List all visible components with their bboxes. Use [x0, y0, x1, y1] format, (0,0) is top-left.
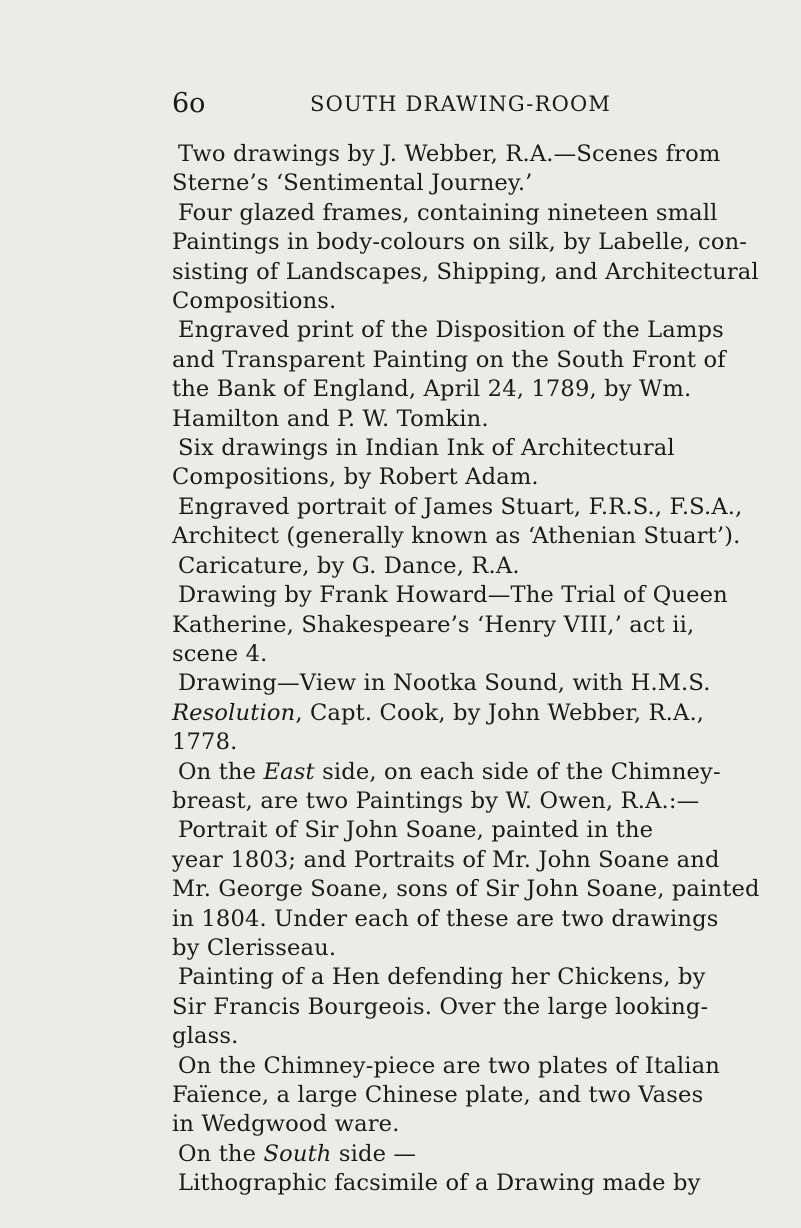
text-line: Lithographic facsimile of a Drawing made by [178, 1170, 701, 1197]
text-line: Hamilton and P. W. Tomkin. [172, 405, 489, 432]
text-line: Katherine, Shakespeare’s ‘Henry VIII,’ act ii, [172, 611, 695, 638]
text-line: year 1803; and Portraits of Mr. John Soane and [172, 846, 720, 873]
text-line: Architect (generally known as ‘Athenian Stuart’). [172, 523, 741, 550]
text-line: Caricature, by G. Dance, R.A. [178, 552, 520, 579]
running-title: SOUTH DRAWING-ROOM [310, 92, 612, 116]
paragraph [172, 669, 742, 757]
running-head [172, 86, 732, 122]
text-line: Engraved portrait of James Stuart, F.R.S., F.S.A., [178, 493, 743, 520]
text-line: sisting of Landscapes, Shipping, and Architectural [172, 258, 759, 285]
text-line: Compositions, by Robert Adam. [172, 464, 539, 491]
text-fragment: side — [331, 1140, 417, 1167]
text-fragment: , Capt. Cook, by John Webber, R.A., [295, 699, 705, 726]
text-line: the Bank of England, April 24, 1789, by Wm. [172, 376, 692, 403]
text-line: by Clerisseau. [172, 934, 337, 961]
paragraph [172, 1052, 742, 1140]
text-line: and Transparent Painting on the South Front of [172, 346, 726, 373]
page-number: 6o [172, 88, 206, 119]
paragraph [172, 199, 759, 317]
direction-italic: East [263, 758, 315, 785]
paragraph [172, 140, 742, 199]
text-fragment: On the [178, 1140, 264, 1167]
text-line: Drawing by Frank Howard—The Trial of Queen [178, 582, 728, 609]
paragraph [172, 581, 742, 669]
paragraph [172, 316, 742, 434]
text-line [172, 758, 742, 787]
text-line: Portrait of Sir John Soane, painted in the [178, 817, 654, 844]
paragraph [172, 552, 742, 581]
paragraph [172, 434, 742, 493]
paragraph [172, 493, 742, 552]
text-line: 1778. [172, 729, 238, 756]
text-line: Engraved print of the Disposition of the Lamps [178, 317, 724, 344]
direction-italic: South [263, 1140, 332, 1167]
ship-name-italic: Resolution [172, 699, 296, 726]
paragraph [172, 816, 760, 963]
text-line: Compositions. [172, 288, 337, 315]
text-line: Six drawings in Indian Ink of Architectural [178, 435, 675, 462]
text-line: Drawing—View in Nootka Sound, with H.M.S. [178, 670, 711, 697]
text-line: Mr. George Soane, sons of Sir John Soane, painted [172, 876, 760, 903]
text-fragment: On the [178, 758, 264, 785]
paragraph [172, 1140, 742, 1169]
text-fragment: side, on each side of the Chimney- [314, 758, 721, 785]
text-line: On the Chimney-piece are two plates of Italian [178, 1052, 720, 1079]
text-line: Faïence, a large Chinese plate, and two Vases [172, 1082, 704, 1108]
paragraph [172, 963, 742, 1051]
text-line: Painting of a Hen defending her Chickens, by [178, 964, 706, 991]
text-line: Sterne’s ‘Sentimental Journey.’ [172, 170, 533, 197]
text-line: glass. [172, 1023, 239, 1050]
text-line: breast, are two Paintings by W. Owen, R.A.:— [172, 787, 700, 814]
text-line: in 1804. Under each of these are two drawings [172, 905, 719, 932]
body-text [172, 140, 760, 1199]
paragraph [172, 1169, 742, 1198]
paragraph [172, 758, 742, 817]
text-line: Two drawings by J. Webber, R.A.—Scenes from [178, 141, 721, 167]
text-line: in Wedgwood ware. [172, 1111, 400, 1138]
text-line: Paintings in body-colours on silk, by Labelle, con- [172, 229, 748, 256]
text-line [172, 699, 742, 728]
text-line: scene 4. [172, 640, 268, 667]
text-line: Sir Francis Bourgeois. Over the large looking- [172, 993, 709, 1020]
text-line: Four glazed frames, containing nineteen small [178, 199, 718, 226]
text-line [172, 1140, 742, 1169]
